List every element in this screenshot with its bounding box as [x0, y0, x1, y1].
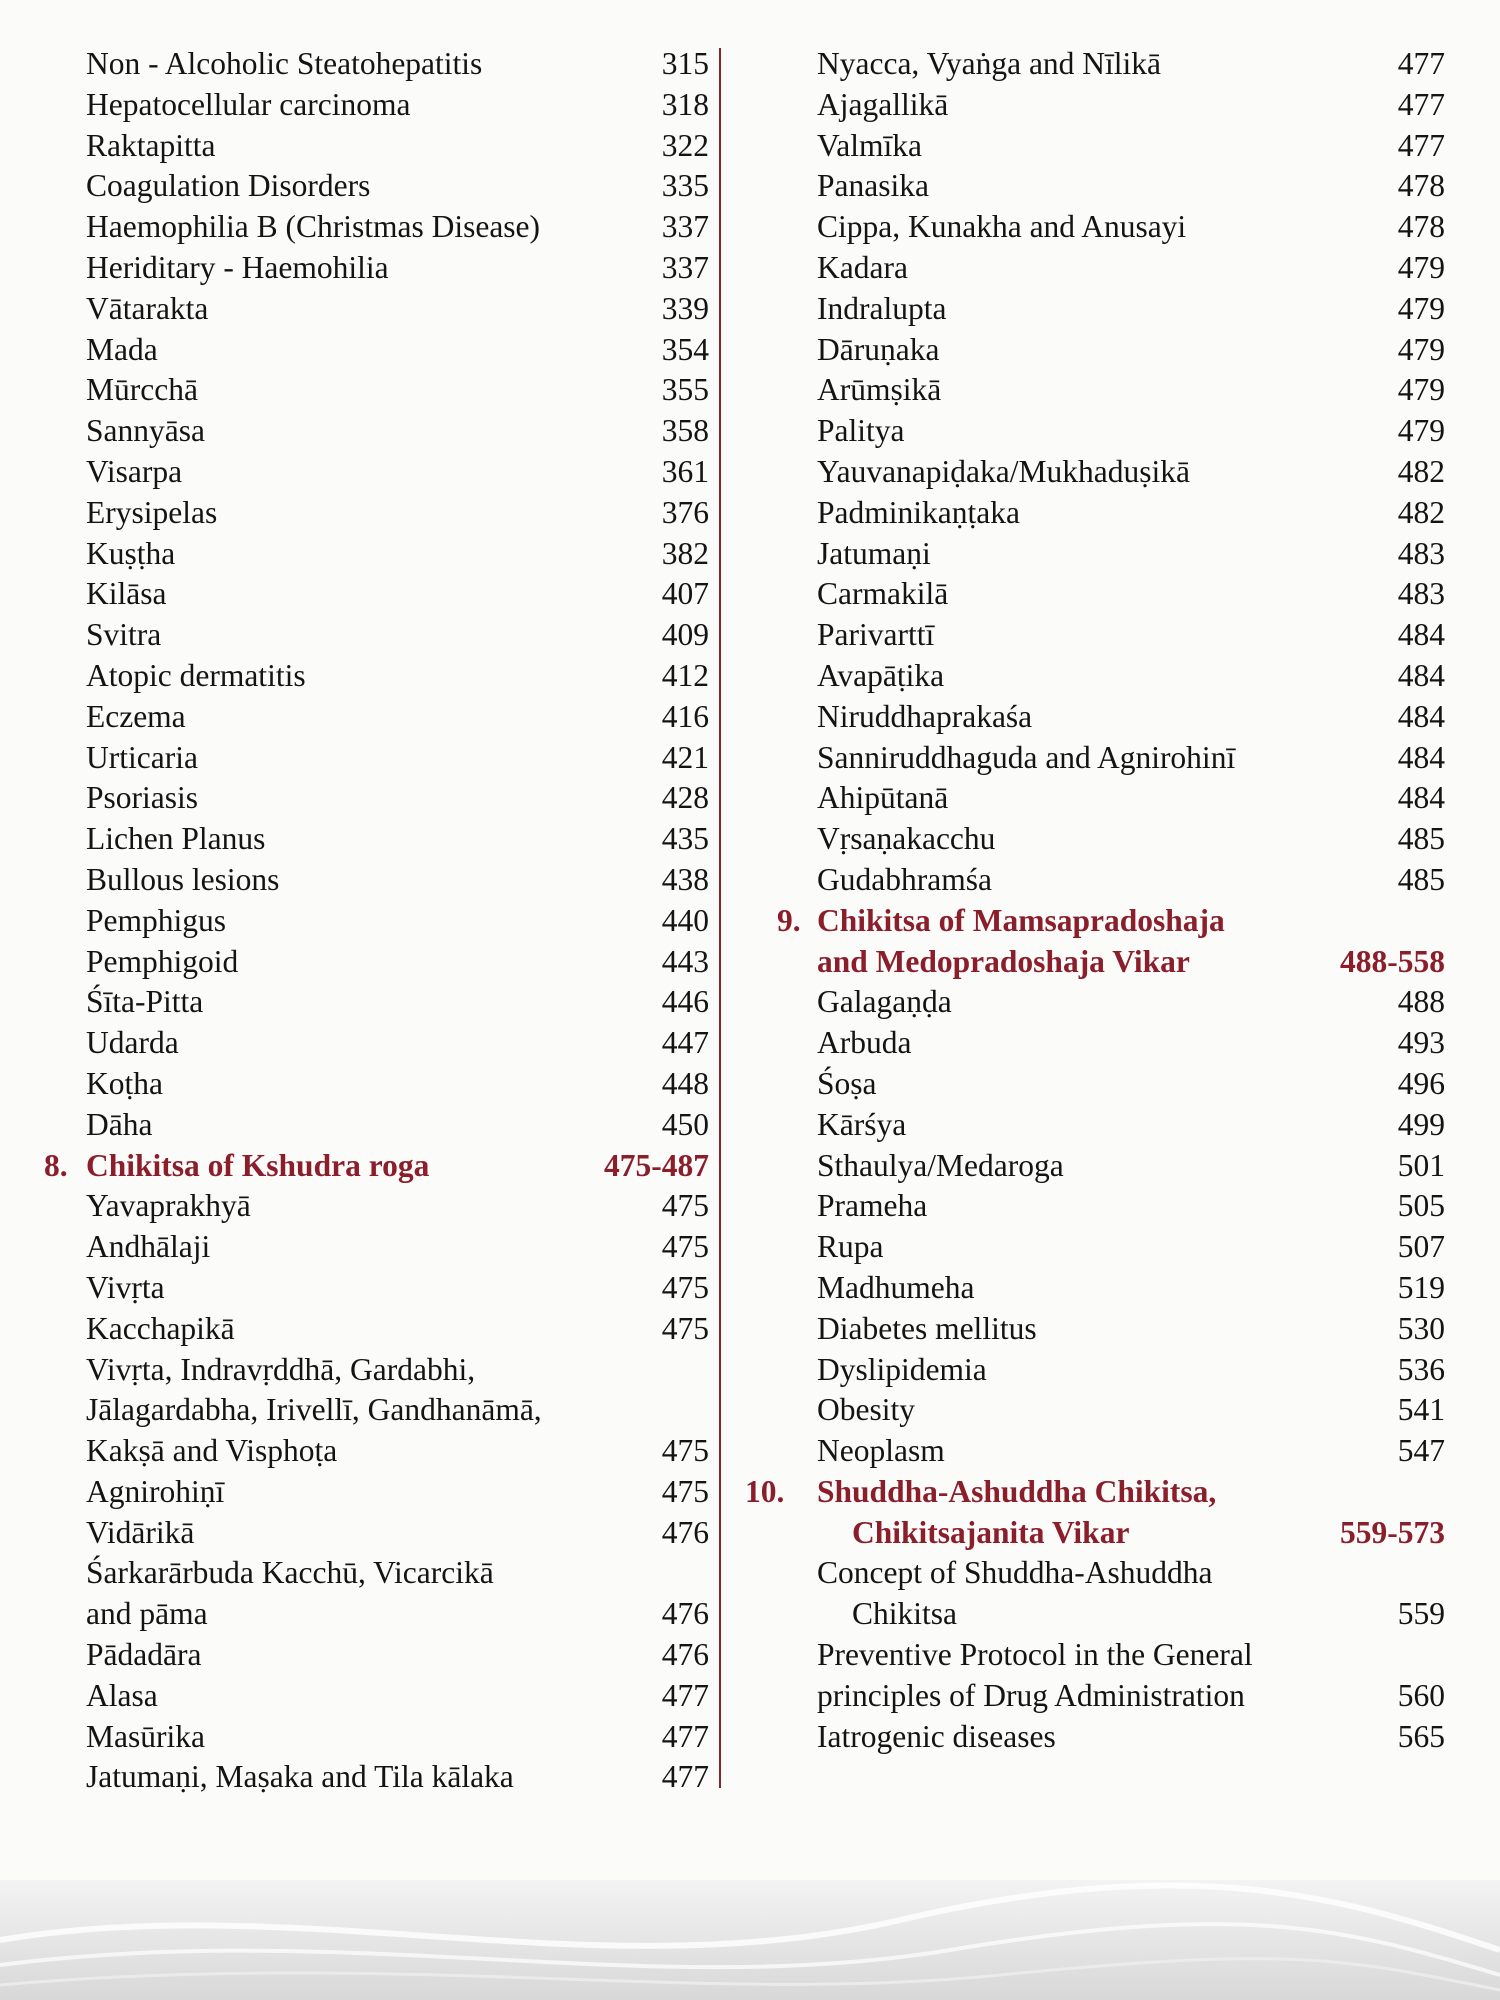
toc-entry	[775, 1594, 1445, 1635]
toc-entry-title: Coagulation Disorders	[86, 168, 371, 204]
toc-entry-page: 479	[1397, 413, 1445, 449]
toc-entry	[44, 1350, 709, 1391]
chapter-title-line2: Chikitsajanita Vikar	[852, 1514, 1130, 1550]
toc-entry-title: Ahipūtanā	[817, 780, 949, 816]
toc-entry-title: Mada	[86, 331, 158, 367]
toc-entry-page: 435	[661, 821, 709, 857]
toc-entry-page: 450	[661, 1106, 709, 1142]
toc-entry-page: 547	[1397, 1433, 1445, 1469]
toc-entry-page: 318	[661, 86, 709, 122]
toc-entry	[44, 370, 709, 411]
toc-entry-page: 407	[661, 576, 709, 612]
toc-entry-title: Kilāsa	[86, 576, 167, 612]
toc-entry-title: Heriditary - Haemohilia	[86, 249, 389, 285]
toc-entry	[775, 1553, 1445, 1594]
toc-entry	[775, 1227, 1445, 1268]
toc-entry	[44, 1390, 709, 1431]
toc-entry	[44, 166, 709, 207]
toc-entry-page: 484	[1397, 657, 1445, 693]
toc-entry	[775, 1023, 1445, 1064]
toc-entry-title: Vṛsaṇakacchu	[817, 821, 996, 857]
toc-entry	[775, 615, 1445, 656]
toc-entry-title: Svitra	[86, 617, 162, 653]
toc-entry	[44, 330, 709, 371]
toc-entry	[775, 574, 1445, 615]
toc-entry-page: 479	[1397, 372, 1445, 408]
toc-entry-title: Śarkarārbuda Kacchū, Vicarcikā	[86, 1555, 494, 1591]
toc-entry-title: Atopic dermatitis	[86, 657, 306, 693]
toc-entry-page: 485	[1397, 861, 1445, 897]
toc-entry-title: Avapāṭika	[817, 657, 945, 693]
toc-entry-title: Cippa, Kunakha and Anusayi	[817, 209, 1187, 245]
toc-entry	[44, 534, 709, 575]
toc-entry-title: Vidārikā	[86, 1514, 195, 1550]
toc-entry	[775, 493, 1445, 534]
toc-entry-title: Lichen Planus	[86, 821, 266, 857]
toc-entry-title: Agnirohiṇī	[86, 1473, 225, 1509]
toc-entry	[44, 1186, 709, 1227]
toc-entry	[775, 1309, 1445, 1350]
toc-entry-page: 477	[661, 1718, 709, 1754]
toc-entry-page: 483	[1397, 535, 1445, 571]
toc-entry-title: Hepatocellular carcinoma	[86, 86, 411, 122]
toc-entry-title: Madhumeha	[817, 1269, 975, 1305]
toc-entry-page: 519	[1397, 1269, 1445, 1305]
toc-entry-page: 477	[661, 1677, 709, 1713]
toc-entry-page: 315	[661, 46, 709, 81]
toc-entry-page: 559	[1397, 1596, 1445, 1632]
toc-entry-title: Yauvanapiḍaka/Mukhaduṣikā	[817, 453, 1190, 489]
toc-entry-page: 479	[1397, 249, 1445, 285]
toc-entry-page: 440	[661, 902, 709, 938]
toc-entry	[775, 697, 1445, 738]
toc-entry-page: 355	[661, 372, 709, 408]
toc-left-column	[44, 44, 709, 1798]
toc-entry-title: Dyslipidemia	[817, 1351, 987, 1387]
toc-entry	[44, 574, 709, 615]
toc-entry	[44, 1717, 709, 1758]
toc-entry-page: 505	[1397, 1188, 1445, 1224]
toc-entry-page: 477	[1397, 46, 1445, 81]
toc-entry-page: 438	[661, 861, 709, 897]
toc-entry-title: Psoriasis	[86, 780, 199, 816]
toc-entry-title: Sanniruddhaguda and Agnirohinī	[817, 739, 1236, 775]
toc-entry-page: 447	[661, 1025, 709, 1061]
toc-entry-page: 496	[1397, 1065, 1445, 1101]
toc-entry-title: Erysipelas	[86, 494, 218, 530]
toc-entry-title: Gudabhramśa	[817, 861, 992, 897]
toc-entry-title: Bullous lesions	[86, 861, 280, 897]
chapter-pages: 559-573	[1340, 1514, 1445, 1550]
toc-entry-title: Valmīka	[817, 127, 922, 163]
toc-entry	[44, 697, 709, 738]
toc-entry-title: Visarpa	[86, 453, 183, 489]
toc-entry-page: 358	[661, 413, 709, 449]
toc-entry-title: Kārśya	[817, 1106, 907, 1142]
toc-entry-page: 376	[661, 494, 709, 530]
toc-entry-page: 477	[1397, 86, 1445, 122]
chapter-title: Chikitsa of Kshudra roga	[86, 1147, 430, 1183]
toc-entry	[775, 1390, 1445, 1431]
toc-entry	[775, 289, 1445, 330]
toc-entry-title: Jatumaṇi, Maṣaka and Tila kālaka	[86, 1759, 514, 1795]
toc-entry-page: 485	[1397, 821, 1445, 857]
toc-entry-title: Chikitsa	[852, 1596, 958, 1632]
toc-entry-page: 565	[1397, 1718, 1445, 1754]
toc-entry	[44, 1513, 709, 1554]
toc-entry	[44, 615, 709, 656]
toc-entry-title: Śoṣa	[817, 1065, 877, 1101]
toc-entry-page: 409	[661, 617, 709, 653]
toc-entry	[44, 493, 709, 534]
toc-entry-page: 337	[661, 249, 709, 285]
toc-entry	[775, 1350, 1445, 1391]
toc-entry-title: Sannyāsa	[86, 413, 205, 449]
toc-entry-page: 477	[1397, 127, 1445, 163]
toc-entry-title: Jatumaṇi	[817, 535, 931, 571]
chapter-10-heading-line2	[775, 1513, 1445, 1554]
toc-entry-page: 475	[661, 1269, 709, 1305]
toc-entry-title: Niruddhaprakaśa	[817, 698, 1033, 734]
toc-entry-page: 479	[1397, 331, 1445, 367]
toc-entry-title: Kacchapikā	[86, 1310, 235, 1346]
toc-entry	[44, 1023, 709, 1064]
toc-entry	[44, 1757, 709, 1798]
toc-entry	[775, 411, 1445, 452]
chapter-8-heading	[44, 1146, 709, 1187]
toc-entry	[44, 1309, 709, 1350]
toc-entry	[44, 738, 709, 779]
toc-entry	[775, 738, 1445, 779]
toc-entry-page: 478	[1397, 168, 1445, 204]
toc-entry	[775, 1186, 1445, 1227]
toc-entry-title: Prameha	[817, 1188, 928, 1224]
toc-entry	[44, 1227, 709, 1268]
toc-entry-page: 475	[661, 1229, 709, 1265]
chapter-9-heading-line2	[775, 942, 1445, 983]
toc-entry-page: 477	[661, 1759, 709, 1795]
toc-entry	[775, 656, 1445, 697]
toc-entry-title: and pāma	[86, 1596, 208, 1632]
toc-entry-page: 484	[1397, 617, 1445, 653]
toc-entry	[775, 370, 1445, 411]
chapter-number: 10.	[745, 1473, 785, 1509]
toc-entry-title: Preventive Protocol in the General	[817, 1637, 1253, 1673]
toc-entry	[44, 289, 709, 330]
toc-entry	[44, 1553, 709, 1594]
toc-entry	[44, 85, 709, 126]
toc-entry-title: Urticaria	[86, 739, 198, 775]
toc-entry-page: 560	[1397, 1677, 1445, 1713]
toc-entry-page: 476	[661, 1596, 709, 1632]
toc-entry	[775, 1676, 1445, 1717]
toc-entry-page: 475	[661, 1473, 709, 1509]
toc-entry	[775, 452, 1445, 493]
toc-entry-title: Eczema	[86, 698, 186, 734]
toc-entry-page: 482	[1397, 494, 1445, 530]
toc-entry	[44, 452, 709, 493]
toc-entry	[44, 819, 709, 860]
toc-entry-title: Yavaprakhyā	[86, 1188, 251, 1224]
chapter-number: 8.	[44, 1147, 68, 1183]
toc-entry	[44, 1268, 709, 1309]
toc-entry	[44, 1472, 709, 1513]
toc-entry-title: Arbuda	[817, 1025, 912, 1061]
toc-entry-title: Galagaṇḍa	[817, 984, 952, 1020]
toc-entry-title: Dāha	[86, 1106, 153, 1142]
toc-entry-page: 354	[661, 331, 709, 367]
toc-entry-page: 448	[661, 1065, 709, 1101]
chapter-title-line2: and Medopradoshaja Vikar	[817, 943, 1190, 979]
toc-entry-title: Panasika	[817, 168, 929, 204]
toc-entry-page: 484	[1397, 780, 1445, 816]
toc-entry-title: Jālagardabha, Irivellī, Gandhanāmā,	[86, 1392, 542, 1428]
toc-entry	[775, 860, 1445, 901]
toc-entry-title: Palitya	[817, 413, 905, 449]
toc-entry	[775, 1635, 1445, 1676]
toc-entry	[44, 982, 709, 1023]
toc-entry-page: 479	[1397, 290, 1445, 326]
toc-entry-page: 339	[661, 290, 709, 326]
toc-entry-page: 443	[661, 943, 709, 979]
toc-entry	[44, 1676, 709, 1717]
toc-entry-page: 501	[1397, 1147, 1445, 1183]
toc-entry-title: Vātarakta	[86, 290, 209, 326]
toc-entry-page: 322	[661, 127, 709, 163]
toc-entry-page: 493	[1397, 1025, 1445, 1061]
toc-entry-page: 416	[661, 698, 709, 734]
toc-entry	[44, 1594, 709, 1635]
toc-entry-title: Iatrogenic diseases	[817, 1718, 1056, 1754]
toc-entry	[44, 1064, 709, 1105]
toc-entry	[775, 207, 1445, 248]
toc-entry-title: Kuṣṭha	[86, 535, 176, 571]
toc-entry-title: Parivarttī	[817, 617, 935, 653]
chapter-10-heading	[745, 1472, 1445, 1513]
toc-entry	[775, 1268, 1445, 1309]
toc-entry-page: 475	[661, 1433, 709, 1469]
toc-entry-page: 483	[1397, 576, 1445, 612]
toc-entry	[44, 942, 709, 983]
toc-entry-page: 335	[661, 168, 709, 204]
toc-entry-title: Neoplasm	[817, 1433, 945, 1469]
toc-entry-title: Śīta-Pitta	[86, 984, 204, 1020]
toc-entry	[775, 1717, 1445, 1758]
toc-entry	[44, 44, 709, 85]
toc-entry-page: 476	[661, 1637, 709, 1673]
toc-entry	[44, 1105, 709, 1146]
toc-entry-page: 499	[1397, 1106, 1445, 1142]
chapter-number: 9.	[777, 902, 801, 938]
chapter-pages: 475-487	[604, 1147, 709, 1183]
toc-entry-title: Diabetes mellitus	[817, 1310, 1037, 1346]
toc-entry-page: 421	[661, 739, 709, 775]
toc-entry-title: Haemophilia B (Christmas Disease)	[86, 209, 541, 245]
toc-entry	[44, 1431, 709, 1472]
chapter-title-line1: Shuddha-Ashuddha Chikitsa,	[817, 1473, 1217, 1509]
toc-right-column	[745, 44, 1445, 1757]
toc-entry-page: 484	[1397, 739, 1445, 775]
toc-entry-title: Kakṣā and Visphoṭa	[86, 1433, 338, 1469]
toc-entry-page: 536	[1397, 1351, 1445, 1387]
toc-entry-title: Arūmṣikā	[817, 372, 942, 408]
toc-entry-title: Ajagallikā	[817, 86, 949, 122]
toc-entry-title: Vivṛta, Indravṛddhā, Gardabhi,	[86, 1351, 476, 1387]
toc-entry-title: Obesity	[817, 1392, 915, 1428]
chapter-title-line1: Chikitsa of Mamsapradoshaja	[817, 902, 1225, 938]
toc-entry-title: Sthaulya/Medaroga	[817, 1147, 1064, 1183]
toc-entry	[775, 982, 1445, 1023]
chapter-9-heading	[775, 901, 1445, 942]
toc-entry-title: Pemphigus	[86, 902, 227, 938]
toc-entry-title: Rupa	[817, 1229, 884, 1265]
toc-entry	[775, 85, 1445, 126]
decorative-wave-footer	[0, 1880, 1500, 2000]
toc-entry-title: Nyacca, Vyaṅga and Nīlikā	[817, 46, 1162, 81]
toc-entry-title: Indralupta	[817, 290, 947, 326]
toc-entry-title: Mūrcchā	[86, 372, 198, 408]
toc-entry-page: 337	[661, 209, 709, 245]
toc-entry	[775, 1146, 1445, 1187]
toc-entry	[775, 1431, 1445, 1472]
toc-entry	[44, 901, 709, 942]
toc-entry	[44, 411, 709, 452]
toc-entry-title: Carmakilā	[817, 576, 949, 612]
toc-entry-page: 541	[1397, 1392, 1445, 1428]
toc-entry	[775, 44, 1445, 85]
chapter-pages: 488-558	[1340, 943, 1445, 979]
toc-entry	[775, 1064, 1445, 1105]
toc-entry	[775, 534, 1445, 575]
toc-entry-page: 412	[661, 657, 709, 693]
toc-entry-title: Concept of Shuddha-Ashuddha	[817, 1555, 1213, 1591]
toc-entry-page: 361	[661, 453, 709, 489]
toc-entry	[775, 330, 1445, 371]
toc-entry-page: 484	[1397, 698, 1445, 734]
toc-entry-title: Vivṛta	[86, 1269, 165, 1305]
toc-entry	[44, 126, 709, 167]
toc-entry-title: Kadara	[817, 249, 908, 285]
toc-entry	[44, 248, 709, 289]
toc-entry	[44, 1635, 709, 1676]
toc-entry	[44, 860, 709, 901]
toc-entry-title: Udarda	[86, 1025, 179, 1061]
toc-entry-title: Pemphigoid	[86, 943, 239, 979]
toc-entry-page: 428	[661, 780, 709, 816]
toc-entry-title: principles of Drug Administration	[817, 1677, 1245, 1713]
toc-entry	[775, 778, 1445, 819]
toc-entry-title: Pādadāra	[86, 1637, 202, 1673]
toc-entry	[775, 248, 1445, 289]
toc-entry-title: Dāruṇaka	[817, 331, 940, 367]
toc-entry-page: 446	[661, 984, 709, 1020]
toc-entry-page: 488	[1397, 984, 1445, 1020]
toc-entry-title: Alasa	[86, 1677, 158, 1713]
toc-entry	[775, 819, 1445, 860]
column-divider	[719, 48, 721, 1788]
toc-entry	[775, 126, 1445, 167]
toc-entry-title: Non - Alcoholic Steatohepatitis	[86, 46, 483, 81]
toc-entry	[44, 207, 709, 248]
toc-entry	[775, 166, 1445, 207]
toc-entry	[44, 778, 709, 819]
toc-entry-page: 507	[1397, 1229, 1445, 1265]
toc-entry-title: Andhālaji	[86, 1229, 211, 1265]
toc-entry	[44, 656, 709, 697]
toc-entry-page: 475	[661, 1310, 709, 1346]
toc-entry-page: 382	[661, 535, 709, 571]
toc-entry-title: Koṭha	[86, 1065, 163, 1101]
toc-entry-page: 478	[1397, 209, 1445, 245]
toc-entry-page: 475	[661, 1188, 709, 1224]
toc-entry-page: 482	[1397, 453, 1445, 489]
toc-entry-title: Masūrika	[86, 1718, 205, 1754]
toc-entry	[775, 1105, 1445, 1146]
toc-entry-page: 476	[661, 1514, 709, 1550]
toc-entry-page: 530	[1397, 1310, 1445, 1346]
toc-entry-title: Raktapitta	[86, 127, 216, 163]
toc-entry-title: Padminikaṇṭaka	[817, 494, 1020, 530]
